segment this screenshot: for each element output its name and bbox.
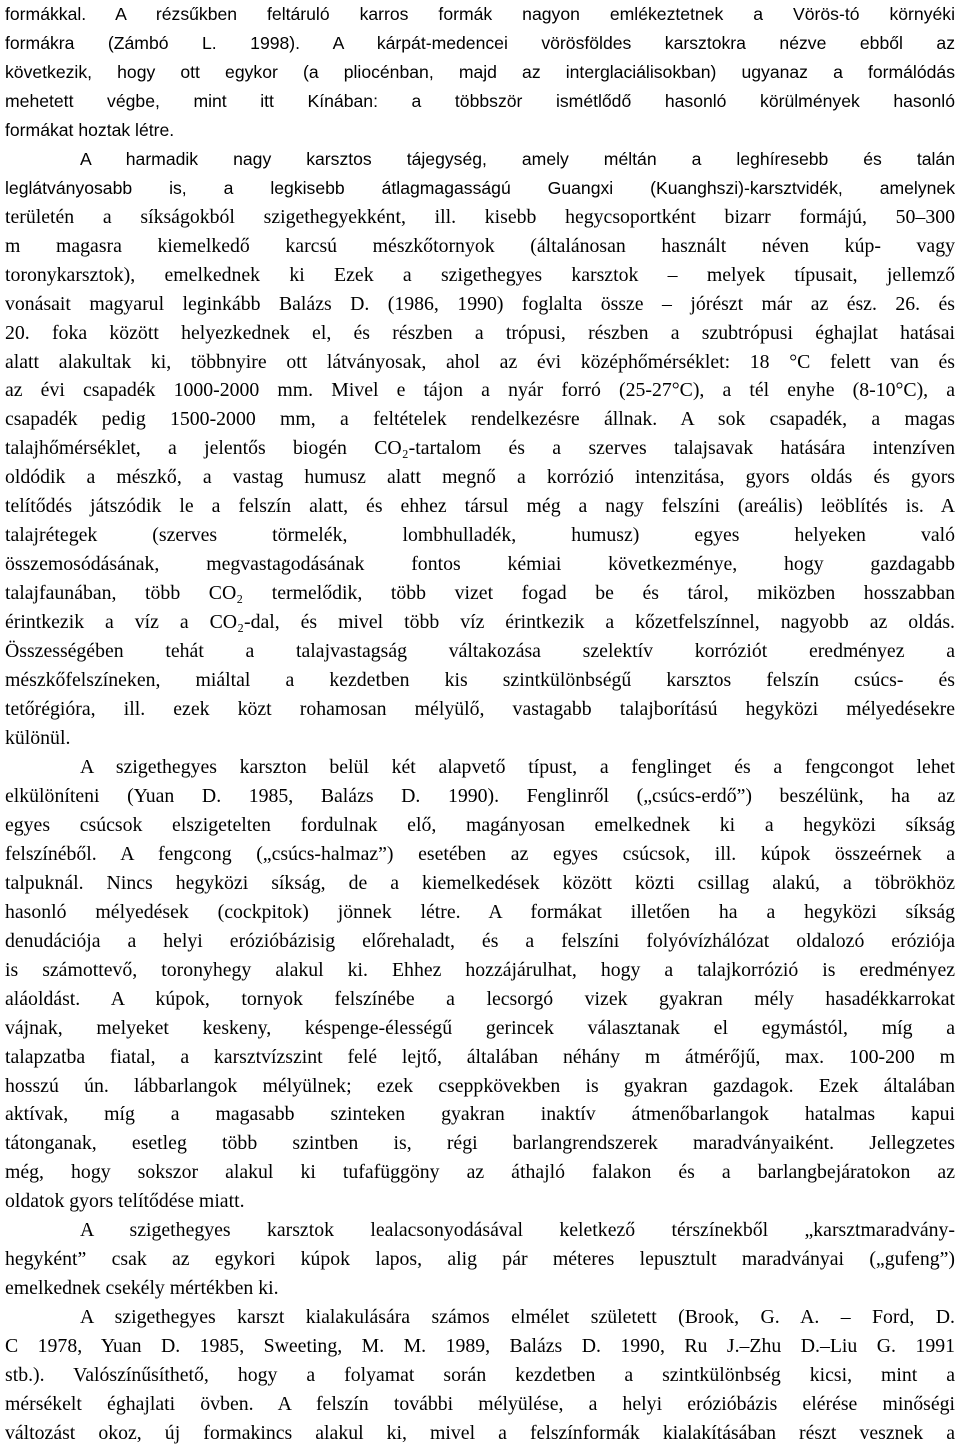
text-line: Összességében tehát a talajvastagság váltakozása szelektív korróziót eredményez a xyxy=(5,640,955,663)
text-line: emelkednek csekély mértékben ki. xyxy=(5,1277,279,1300)
text-line: A harmadik nagy karsztos tájegység, amely méltán a leghíresebb és talán xyxy=(80,148,955,169)
text-line: oldódik a mészkő, a vastag humusz alatt megnő a korrózió intenzitása, gyors oldás és gyors xyxy=(5,466,955,489)
text-line: hasonló mélyedések (cockpitok) jönnek létre. A formákat illetően ha a hegyközi síkság xyxy=(5,900,955,923)
text-line: m magasra kiemelkedő karcsú mészkőtornyok (általánosan használt néven kúp- vagy xyxy=(5,234,955,257)
text-line: területén a síkságokból szigethegyekként, ill. kisebb hegycsoportként bizarr formájú, 50–300 xyxy=(5,205,955,228)
text-line: alatt alakultak ki, többnyire ott látványosak, ahol az évi középhőmérséklet: 18 °C felett van és xyxy=(5,350,955,373)
text-line: talajrétegek (szerves törmelék, lombhulladék, humusz) egyes helyeken való xyxy=(5,524,955,547)
text-line: aláoldást. A kúpok, tornyok felszínébe a lecsorgó vizek gyakran mély hasadékkarrokat xyxy=(5,987,955,1010)
text-line: talpuknál. Nincs hegyközi síkság, de a kiemelkedések között közti csillag alakú, a töbrökhöz xyxy=(5,871,955,894)
text-line: változást okoz, új formakincs alakul ki, mivel a felszínformák kialakításában részt vesznek a xyxy=(5,1422,955,1445)
text-line: egyes csúcsok elszigetelten fordulnak elő, magányosan emelkednek ki a hegyközi síkság xyxy=(5,813,955,836)
text-line: felszínéből. A fengcong („csúcs-halmaz”) esetében az egyes csúcsok, ill. kúpok összeérnek a xyxy=(5,842,955,865)
text-line: még, hogy sokszor alakul ki tufafüggöny az áthajló falakon és a barlangbejáratokon az xyxy=(5,1161,955,1184)
text-line: tátonganak, esetleg több szintben is, régi barlangrendszerek maradványaiként. Jellegzetes xyxy=(5,1132,955,1155)
text-line: csapadék pedig 1500-2000 mm, a feltételek rendelkezésre állnak. A sok csapadék, a magas xyxy=(5,408,955,431)
text-line: stb.). Valószínűsíthető, hogy a folyamat során kezdetben a szintkülönbség kicsi, mint a xyxy=(5,1364,955,1387)
text-line: érintkezik a víz a CO₂-dal, és mivel több víz érintkezik a kőzetfelszínnel, nagyobb az oldás. xyxy=(5,611,955,634)
text-line: formákkal. A rézsűkben feltáruló karros formák nagyon emlékeztetnek a Vörös-tó környéki xyxy=(5,4,955,24)
text-line: aktívak, míg a magasabb szinteken gyakran inaktív átmenőbarlangok hatalmas kapui xyxy=(5,1103,955,1126)
text-line: A szigethegyes karszton belül két alapvető típust, a fenglinget és a fengcongot lehet xyxy=(80,755,955,778)
text-line: következik, hogy ott egykor (a pliocénban, majd az interglaciálisokban) ugyanaz a formálódás xyxy=(5,61,955,82)
text-line: vonásait magyarul leginkább Balázs D. (1986, 1990) foglalta össze – jórészt már az ész. 26. és xyxy=(5,292,955,315)
text-line: talajfaunában, több CO₂ termelődik, több vizet fogad be és tárol, miközben hosszabban xyxy=(5,582,955,605)
text-line: formákra (Zámbó L. 1998). A kárpát-medencei vörösföldes karsztokra nézve ebből az xyxy=(5,32,955,53)
text-line: leglátványosabb is, a legkisebb átlagmagasságú Guangxi (Kuanghszi)-karsztvidék, amelynek xyxy=(5,177,955,198)
text-line: elkülöníteni (Yuan D. 1985, Balázs D. 1990). Fenglinről („csúcs-erdő”) beszélünk, ha az xyxy=(5,784,955,807)
text-line: C 1978, Yuan D. 1985, Sweeting, M. M. 1989, Balázs D. 1990, Ru J.–Zhu D.–Liu G. 1991 xyxy=(5,1335,955,1358)
text-line: hosszú ún. lábbarlangok mélyülnek; ezek cseppkövekben is gyakran gazdagok. Ezek általában xyxy=(5,1074,955,1097)
document-page xyxy=(5,0,955,1448)
text-line: mehetett végbe, mint itt Kínában: a többször ismétlődő hasonló körülmények hasonló xyxy=(5,90,955,111)
text-line: is számottevő, toronyhegy alakul ki. Ehhez hozzájárulhat, hogy a talajkorrózió is eredményez xyxy=(5,958,955,981)
text-line: telítődés játszódik le a felszín alatt, és ehhez társul még a nagy felszíni (areális) leöblítés is. A xyxy=(5,495,955,518)
text-line: A szigethegyes karsztok lealacsonyodásával keletkező térszínekből „karsztmaradvány- xyxy=(80,1219,955,1242)
text-line: 20. foka között helyezkednek el, és részben a trópusi, részben a szubtrópusi éghajlat hatásai xyxy=(5,321,955,344)
text-line: A szigethegyes karszt kialakulására számos elmélet született (Brook, G. A. – Ford, D. xyxy=(80,1306,955,1329)
text-line: talajhőmérséklet, a jelentős biogén CO₂-tartalom és a szerves talajsavak hatására intenzíven xyxy=(5,437,955,460)
text-line: mérsékelt éghajlati övben. A felszín további mélyülése, a helyi erózióbázis elérése minőségi xyxy=(5,1393,955,1416)
text-line: összemosódásának, megvastagodásának fontos kémiai következménye, hogy gazdagabb xyxy=(5,553,955,576)
text-line: tetőrégióra, ill. ezek közt rohamosan mélyülő, vastagabb talajborítású hegyközi mélyedésekre xyxy=(5,698,955,721)
text-line: toronykarsztok), emelkednek ki Ezek a szigethegyes karsztok – melyek típusait, jellemző xyxy=(5,263,955,286)
text-line: mészkőfelszíneken, miáltal a kezdetben kis szintkülönbségű karsztos felszín csúcs- és xyxy=(5,669,955,692)
text-line: különül. xyxy=(5,727,71,749)
text-line: formákat hoztak létre. xyxy=(5,119,175,140)
text-line: denudációja a helyi erózióbázisig előrehaladt, és a felszíni folyóvízhálózat oldalozó eróziója xyxy=(5,929,955,952)
text-line: hegyként” csak az egykori kúpok lapos, alig pár méteres lepusztult maradványai („gufeng”) xyxy=(5,1248,955,1271)
text-line: oldatok gyors telítődése miatt. xyxy=(5,1190,245,1213)
text-line: vájnak, melyeket keskeny, késpenge-élességű gerincek választanak el egymástól, míg a xyxy=(5,1016,955,1039)
text-line: talapzatba fiatal, a karsztvízszint felé lejtő, általában néhány m átmérőjű, max. 100-200 m xyxy=(5,1045,955,1068)
text-line: az évi csapadék 1000-2000 mm. Mivel e tájon a nyár forró (25-27°C), a tél enyhe (8-10°C), a xyxy=(5,379,955,402)
